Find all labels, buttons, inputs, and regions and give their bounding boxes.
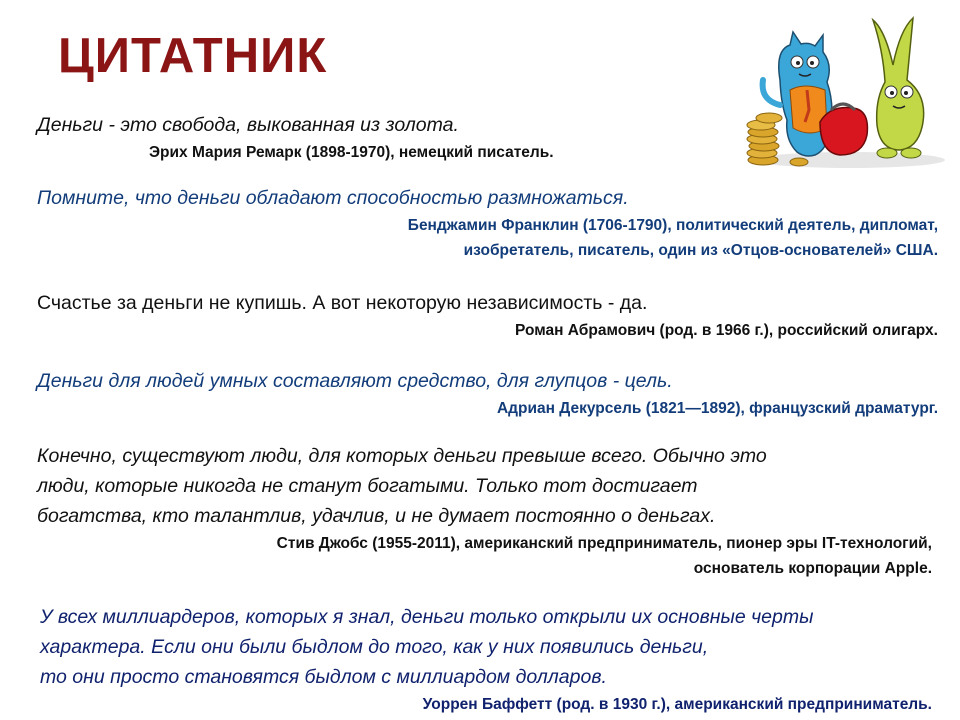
quote-text: Помните, что деньги обладают способностью размножаться. (37, 187, 629, 209)
quote-block (40, 602, 932, 717)
quote-text: характера. Если они были быдлом до того, как у них появились деньги, (40, 636, 709, 658)
quote-text: богатства, кто талантлив, удачлив, и не думает постоянно о деньгах. (37, 505, 716, 527)
quote-text: Счастье за деньги не купишь. А вот некоторую независимость - да. (37, 292, 648, 314)
quote-author: Роман Абрамович (род. в 1966 г.), российский олигарх. (515, 322, 938, 339)
quote-block (37, 183, 938, 263)
quote-text: Конечно, существуют люди, для которых деньги превыше всего. Обычно это (37, 445, 767, 467)
quote-text: Деньги - это свобода, выкованная из золота. (37, 114, 459, 136)
quote-block (37, 366, 938, 421)
quote-text: люди, которые никогда не станут богатыми. Только тот достигает (37, 475, 698, 497)
quote-author: изобретатель, писатель, один из «Отцов-основателей» США. (463, 242, 938, 259)
quote-author: Бенджамин Франклин (1706-1790), политический деятель, дипломат, (407, 217, 938, 234)
quote-author: основатель корпорации Apple. (693, 560, 932, 577)
quote-block (37, 288, 938, 343)
quote-author: Адриан Декурсель (1821—1892), французский драматург. (496, 400, 938, 417)
quote-author: Эрих Мария Ремарк (1898-1970), немецкий писатель. (149, 144, 554, 161)
quote-text: Деньги для людей умных составляют средство, для глупцов - цель. (37, 370, 673, 392)
quote-block (37, 441, 932, 581)
quote-text: У всех миллиардеров, которых я знал, деньги только открыли их основные черты (40, 606, 814, 628)
quote-author: Стив Джобс (1955-2011), американский предприниматель, пионер эры IT-технологий, (276, 535, 932, 552)
quote-block (37, 110, 938, 165)
quote-author: Уоррен Баффетт (род. в 1930 г.), американский предприниматель. (422, 696, 932, 713)
page-title: ЦИТАТНИК (58, 29, 328, 83)
quote-text: то они просто становятся быдлом с миллиардом долларов. (40, 666, 607, 688)
